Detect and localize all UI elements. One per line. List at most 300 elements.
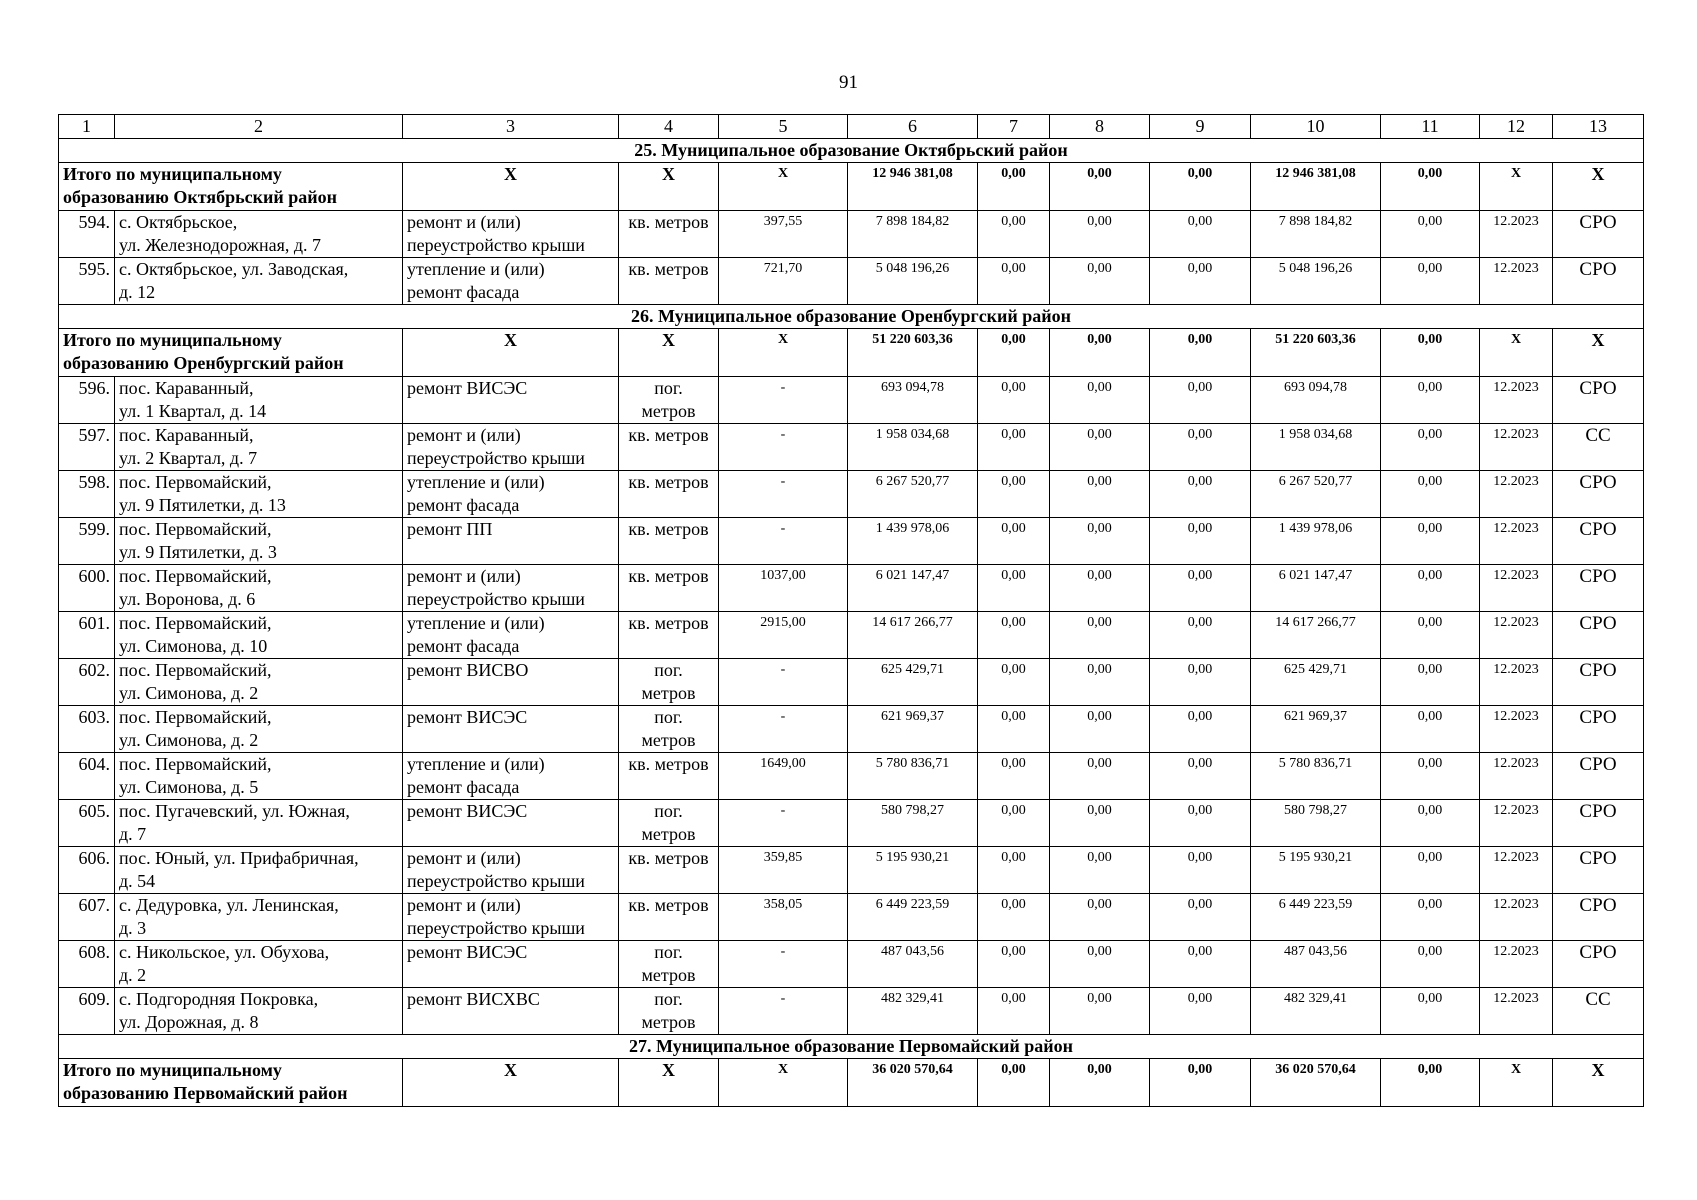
work-type-cell-line: ремонт ПП [407, 519, 493, 539]
owner-cell: СРО [1553, 659, 1644, 706]
table-row [59, 659, 1644, 706]
value-cell: 0,00 [1150, 753, 1251, 800]
row-number: 599. [59, 518, 115, 565]
total-cell: 0,00 [1150, 1059, 1251, 1107]
address-cell-line: д. 3 [119, 918, 147, 938]
address-cell-line: пос. Первомайский, [119, 519, 272, 539]
address-cell-line: ул. Симонова, д. 10 [119, 636, 268, 656]
row-number: 596. [59, 377, 115, 424]
address-cell [115, 612, 403, 659]
total-cell: X [1480, 329, 1553, 377]
address-cell [115, 377, 403, 424]
value-cell: 0,00 [1381, 565, 1480, 612]
term-cell: 12.2023 [1480, 847, 1553, 894]
address-cell-line: д. 54 [119, 871, 156, 891]
owner-cell: СРО [1553, 706, 1644, 753]
work-type-cell [403, 258, 619, 305]
unit-cell-line: кв. метров [628, 895, 709, 915]
work-type-cell-line: утепление и (или) [407, 754, 545, 774]
unit-cell-line: метров [641, 683, 696, 703]
work-type-cell [403, 424, 619, 471]
column-numbers-row [59, 115, 1644, 139]
value-cell: 0,00 [1150, 258, 1251, 305]
term-cell: 12.2023 [1480, 941, 1553, 988]
work-type-cell-line: ремонт ВИСЭС [407, 707, 528, 727]
work-type-cell-line: ремонт ВИСЭС [407, 378, 528, 398]
total-label-line: Итого по муниципальному [63, 164, 282, 184]
area-cell: 358,05 [719, 894, 848, 941]
total-cell: 36 020 570,64 [848, 1059, 978, 1107]
cost-total-cell: 625 429,71 [848, 659, 978, 706]
term-cell: 12.2023 [1480, 258, 1553, 305]
address-cell [115, 847, 403, 894]
value-cell: 0,00 [1050, 518, 1150, 565]
table-row [59, 377, 1644, 424]
cost-total-cell: 6 449 223,59 [848, 894, 978, 941]
table-row [59, 800, 1644, 847]
total-label [59, 329, 403, 377]
row-number: 595. [59, 258, 115, 305]
total-label-line: образованию Оренбургский район [63, 353, 344, 373]
fund-cell: 487 043,56 [1251, 941, 1381, 988]
value-cell: 0,00 [978, 847, 1050, 894]
value-cell: 0,00 [978, 211, 1050, 258]
page-number: 91 [839, 72, 858, 93]
total-cell: 0,00 [1150, 329, 1251, 377]
total-label-line: Итого по муниципальному [63, 330, 282, 350]
work-type-cell-line: ремонт и (или) [407, 566, 521, 586]
value-cell: 0,00 [1050, 211, 1150, 258]
unit-cell [619, 518, 719, 565]
owner-cell: СС [1553, 988, 1644, 1035]
address-cell-line: ул. 9 Пятилетки, д. 3 [119, 542, 277, 562]
column-number: 12 [1480, 115, 1553, 139]
value-cell: 0,00 [1150, 800, 1251, 847]
total-cell: X [1553, 1059, 1644, 1107]
column-number: 9 [1150, 115, 1251, 139]
value-cell: 0,00 [1150, 377, 1251, 424]
value-cell: 0,00 [978, 424, 1050, 471]
table-row [59, 518, 1644, 565]
owner-cell: СРО [1553, 565, 1644, 612]
area-cell: 1037,00 [719, 565, 848, 612]
cost-total-cell: 5 048 196,26 [848, 258, 978, 305]
value-cell: 0,00 [1381, 988, 1480, 1035]
work-type-cell-line: ремонт и (или) [407, 425, 521, 445]
total-cell: 51 220 603,36 [848, 329, 978, 377]
total-cell: X [719, 1059, 848, 1107]
unit-cell [619, 258, 719, 305]
owner-cell: СРО [1553, 377, 1644, 424]
table-row [59, 941, 1644, 988]
unit-cell [619, 659, 719, 706]
cost-total-cell: 487 043,56 [848, 941, 978, 988]
unit-cell-line: метров [641, 1012, 696, 1032]
work-type-cell [403, 377, 619, 424]
address-cell-line: с. Октябрьское, ул. Заводская, [119, 259, 349, 279]
unit-cell-line: пог. [654, 707, 683, 727]
row-number: 602. [59, 659, 115, 706]
total-cell: X [619, 329, 719, 377]
address-cell-line: ул. Железнодорожная, д. 7 [119, 235, 322, 255]
address-cell-line: с. Никольское, ул. Обухова, [119, 942, 330, 962]
total-cell: 51 220 603,36 [1251, 329, 1381, 377]
term-cell: 12.2023 [1480, 565, 1553, 612]
column-number: 10 [1251, 115, 1381, 139]
address-cell [115, 941, 403, 988]
section-header-row [59, 1035, 1644, 1059]
unit-cell-line: пог. [654, 660, 683, 680]
total-cell: X [619, 1059, 719, 1107]
address-cell-line: с. Дедуровка, ул. Ленинская, [119, 895, 339, 915]
column-number: 4 [619, 115, 719, 139]
work-type-cell [403, 211, 619, 258]
fund-cell: 625 429,71 [1251, 659, 1381, 706]
value-cell: 0,00 [1050, 612, 1150, 659]
address-cell-line: с. Октябрьское, [119, 212, 238, 232]
area-cell: 397,55 [719, 211, 848, 258]
value-cell: 0,00 [1381, 612, 1480, 659]
work-type-cell-line: ремонт ВИСВО [407, 660, 529, 680]
cost-total-cell: 5 195 930,21 [848, 847, 978, 894]
value-cell: 0,00 [1381, 800, 1480, 847]
value-cell: 0,00 [1150, 518, 1251, 565]
row-number: 604. [59, 753, 115, 800]
cost-total-cell: 1 439 978,06 [848, 518, 978, 565]
value-cell: 0,00 [1150, 565, 1251, 612]
total-cell: 0,00 [1050, 329, 1150, 377]
work-type-cell [403, 518, 619, 565]
term-cell: 12.2023 [1480, 753, 1553, 800]
term-cell: 12.2023 [1480, 424, 1553, 471]
area-cell: - [719, 706, 848, 753]
column-number: 8 [1050, 115, 1150, 139]
total-cell: 0,00 [1381, 163, 1480, 211]
cost-total-cell: 693 094,78 [848, 377, 978, 424]
fund-cell: 6 021 147,47 [1251, 565, 1381, 612]
value-cell: 0,00 [1150, 424, 1251, 471]
value-cell: 0,00 [978, 706, 1050, 753]
unit-cell [619, 377, 719, 424]
address-cell-line: пос. Пугачевский, ул. Южная, [119, 801, 350, 821]
address-cell-line: пос. Первомайский, [119, 707, 272, 727]
total-label-line: образованию Октябрьский район [63, 187, 338, 207]
work-type-cell [403, 612, 619, 659]
unit-cell-line: метров [641, 965, 696, 985]
unit-cell-line: кв. метров [628, 754, 709, 774]
value-cell: 0,00 [1381, 753, 1480, 800]
address-cell [115, 518, 403, 565]
value-cell: 0,00 [1150, 941, 1251, 988]
term-cell: 12.2023 [1480, 211, 1553, 258]
unit-cell [619, 471, 719, 518]
value-cell: 0,00 [1150, 706, 1251, 753]
address-cell-line: ул. Симонова, д. 2 [119, 730, 259, 750]
work-type-cell-line: переустройство крыши [407, 448, 585, 468]
total-cell: X [1553, 329, 1644, 377]
owner-cell: СС [1553, 424, 1644, 471]
column-number: 7 [978, 115, 1050, 139]
value-cell: 0,00 [1050, 847, 1150, 894]
cost-total-cell: 7 898 184,82 [848, 211, 978, 258]
work-type-cell-line: утепление и (или) [407, 613, 545, 633]
address-cell [115, 706, 403, 753]
work-type-cell-line: утепление и (или) [407, 472, 545, 492]
total-cell: 12 946 381,08 [1251, 163, 1381, 211]
row-number: 598. [59, 471, 115, 518]
work-type-cell [403, 565, 619, 612]
work-type-cell [403, 988, 619, 1035]
area-cell: - [719, 471, 848, 518]
value-cell: 0,00 [1381, 377, 1480, 424]
unit-cell-line: метров [641, 730, 696, 750]
value-cell: 0,00 [978, 800, 1050, 847]
unit-cell [619, 753, 719, 800]
value-cell: 0,00 [978, 894, 1050, 941]
unit-cell [619, 565, 719, 612]
address-cell [115, 988, 403, 1035]
unit-cell-line: кв. метров [628, 259, 709, 279]
unit-cell [619, 847, 719, 894]
work-type-cell-line: переустройство крыши [407, 871, 585, 891]
address-cell [115, 894, 403, 941]
row-number: 594. [59, 211, 115, 258]
total-cell: 12 946 381,08 [848, 163, 978, 211]
value-cell: 0,00 [978, 471, 1050, 518]
value-cell: 0,00 [1381, 894, 1480, 941]
row-number: 607. [59, 894, 115, 941]
cost-total-cell: 14 617 266,77 [848, 612, 978, 659]
address-cell [115, 800, 403, 847]
unit-cell [619, 800, 719, 847]
term-cell: 12.2023 [1480, 518, 1553, 565]
value-cell: 0,00 [1381, 424, 1480, 471]
address-cell-line: пос. Караванный, [119, 378, 254, 398]
value-cell: 0,00 [1381, 258, 1480, 305]
term-cell: 12.2023 [1480, 377, 1553, 424]
address-cell-line: ул. Воронова, д. 6 [119, 589, 256, 609]
value-cell: 0,00 [1381, 847, 1480, 894]
work-type-cell-line: утепление и (или) [407, 259, 545, 279]
term-cell: 12.2023 [1480, 988, 1553, 1035]
value-cell: 0,00 [1050, 988, 1150, 1035]
term-cell: 12.2023 [1480, 612, 1553, 659]
table-body [59, 115, 1644, 1107]
unit-cell-line: пог. [654, 989, 683, 1009]
cost-total-cell: 621 969,37 [848, 706, 978, 753]
work-type-cell-line: переустройство крыши [407, 235, 585, 255]
row-number: 609. [59, 988, 115, 1035]
fund-cell: 5 048 196,26 [1251, 258, 1381, 305]
fund-cell: 5 780 836,71 [1251, 753, 1381, 800]
work-type-cell-line: ремонт фасада [407, 282, 520, 302]
total-label [59, 1059, 403, 1107]
value-cell: 0,00 [1381, 211, 1480, 258]
table-row [59, 258, 1644, 305]
total-label-line: образованию Первомайский район [63, 1083, 348, 1103]
total-cell: 0,00 [1150, 163, 1251, 211]
column-number: 1 [59, 115, 115, 139]
address-cell-line: ул. 2 Квартал, д. 7 [119, 448, 258, 468]
total-cell: X [1553, 163, 1644, 211]
table-row [59, 706, 1644, 753]
total-cell: 0,00 [1381, 329, 1480, 377]
section-header-row [59, 139, 1644, 163]
unit-cell-line: кв. метров [628, 848, 709, 868]
column-number: 3 [403, 115, 619, 139]
row-number: 601. [59, 612, 115, 659]
owner-cell: СРО [1553, 941, 1644, 988]
owner-cell: СРО [1553, 612, 1644, 659]
value-cell: 0,00 [1150, 612, 1251, 659]
fund-cell: 14 617 266,77 [1251, 612, 1381, 659]
table-row [59, 988, 1644, 1035]
unit-cell-line: кв. метров [628, 472, 709, 492]
total-label [59, 163, 403, 211]
work-type-cell-line: ремонт и (или) [407, 895, 521, 915]
unit-cell [619, 894, 719, 941]
owner-cell: СРО [1553, 518, 1644, 565]
table-row [59, 211, 1644, 258]
value-cell: 0,00 [1150, 659, 1251, 706]
work-type-cell-line: ремонт ВИСЭС [407, 942, 528, 962]
column-number: 13 [1553, 115, 1644, 139]
area-cell: 2915,00 [719, 612, 848, 659]
area-cell: - [719, 424, 848, 471]
address-cell [115, 258, 403, 305]
work-type-cell [403, 659, 619, 706]
value-cell: 0,00 [1381, 518, 1480, 565]
row-number: 603. [59, 706, 115, 753]
owner-cell: СРО [1553, 211, 1644, 258]
value-cell: 0,00 [978, 988, 1050, 1035]
value-cell: 0,00 [1150, 847, 1251, 894]
work-type-cell [403, 753, 619, 800]
area-cell: - [719, 988, 848, 1035]
work-type-cell [403, 471, 619, 518]
address-cell [115, 565, 403, 612]
works-table [58, 114, 1644, 1107]
term-cell: 12.2023 [1480, 706, 1553, 753]
fund-cell: 5 195 930,21 [1251, 847, 1381, 894]
value-cell: 0,00 [1050, 258, 1150, 305]
value-cell: 0,00 [1050, 800, 1150, 847]
table-row [59, 753, 1644, 800]
section-title: 27. Муниципальное образование Первомайский район [59, 1035, 1644, 1059]
cost-total-cell: 5 780 836,71 [848, 753, 978, 800]
work-type-cell [403, 800, 619, 847]
row-number: 606. [59, 847, 115, 894]
work-type-cell [403, 847, 619, 894]
total-cell: X [403, 329, 619, 377]
table-row [59, 424, 1644, 471]
work-type-cell [403, 941, 619, 988]
fund-cell: 693 094,78 [1251, 377, 1381, 424]
total-cell: X [1480, 1059, 1553, 1107]
value-cell: 0,00 [978, 565, 1050, 612]
address-cell-line: пос. Первомайский, [119, 472, 272, 492]
unit-cell [619, 211, 719, 258]
fund-cell: 580 798,27 [1251, 800, 1381, 847]
address-cell-line: ул. 1 Квартал, д. 14 [119, 401, 267, 421]
fund-cell: 7 898 184,82 [1251, 211, 1381, 258]
section-title: 26. Муниципальное образование Оренбургский район [59, 305, 1644, 329]
row-number: 600. [59, 565, 115, 612]
value-cell: 0,00 [1050, 565, 1150, 612]
address-cell-line: д. 7 [119, 824, 147, 844]
work-type-cell-line: ремонт фасада [407, 777, 520, 797]
address-cell [115, 211, 403, 258]
address-cell-line: пос. Юный, ул. Прифабричная, [119, 848, 359, 868]
section-header-row [59, 305, 1644, 329]
address-cell [115, 659, 403, 706]
work-type-cell-line: ремонт ВИСХВС [407, 989, 540, 1009]
area-cell: 359,85 [719, 847, 848, 894]
value-cell: 0,00 [1050, 377, 1150, 424]
work-type-cell [403, 894, 619, 941]
address-cell [115, 424, 403, 471]
row-number: 605. [59, 800, 115, 847]
value-cell: 0,00 [1050, 706, 1150, 753]
value-cell: 0,00 [978, 258, 1050, 305]
fund-cell: 1 439 978,06 [1251, 518, 1381, 565]
owner-cell: СРО [1553, 753, 1644, 800]
value-cell: 0,00 [978, 753, 1050, 800]
unit-cell-line: кв. метров [628, 519, 709, 539]
unit-cell [619, 706, 719, 753]
row-number: 608. [59, 941, 115, 988]
address-cell-line: д. 2 [119, 965, 147, 985]
value-cell: 0,00 [1050, 894, 1150, 941]
total-row [59, 329, 1644, 377]
value-cell: 0,00 [1150, 471, 1251, 518]
total-cell: 0,00 [1050, 163, 1150, 211]
address-cell-line: ул. 9 Пятилетки, д. 13 [119, 495, 286, 515]
fund-cell: 621 969,37 [1251, 706, 1381, 753]
column-number: 6 [848, 115, 978, 139]
value-cell: 0,00 [1050, 753, 1150, 800]
unit-cell-line: пог. [654, 378, 683, 398]
value-cell: 0,00 [1050, 941, 1150, 988]
term-cell: 12.2023 [1480, 659, 1553, 706]
total-cell: 0,00 [1381, 1059, 1480, 1107]
address-cell [115, 753, 403, 800]
area-cell: 1649,00 [719, 753, 848, 800]
total-cell: X [403, 163, 619, 211]
fund-cell: 1 958 034,68 [1251, 424, 1381, 471]
table-row [59, 565, 1644, 612]
unit-cell-line: метров [641, 824, 696, 844]
value-cell: 0,00 [978, 941, 1050, 988]
address-cell [115, 471, 403, 518]
fund-cell: 6 449 223,59 [1251, 894, 1381, 941]
column-number: 11 [1381, 115, 1480, 139]
unit-cell [619, 424, 719, 471]
unit-cell [619, 988, 719, 1035]
total-cell: 0,00 [978, 329, 1050, 377]
cost-total-cell: 6 021 147,47 [848, 565, 978, 612]
value-cell: 0,00 [1381, 471, 1480, 518]
fund-cell: 6 267 520,77 [1251, 471, 1381, 518]
unit-cell-line: кв. метров [628, 425, 709, 445]
address-cell-line: пос. Первомайский, [119, 754, 272, 774]
total-cell: 36 020 570,64 [1251, 1059, 1381, 1107]
total-cell: 0,00 [978, 1059, 1050, 1107]
row-number: 597. [59, 424, 115, 471]
total-label-line: Итого по муниципальному [63, 1060, 282, 1080]
total-cell: X [719, 163, 848, 211]
unit-cell-line: кв. метров [628, 613, 709, 633]
